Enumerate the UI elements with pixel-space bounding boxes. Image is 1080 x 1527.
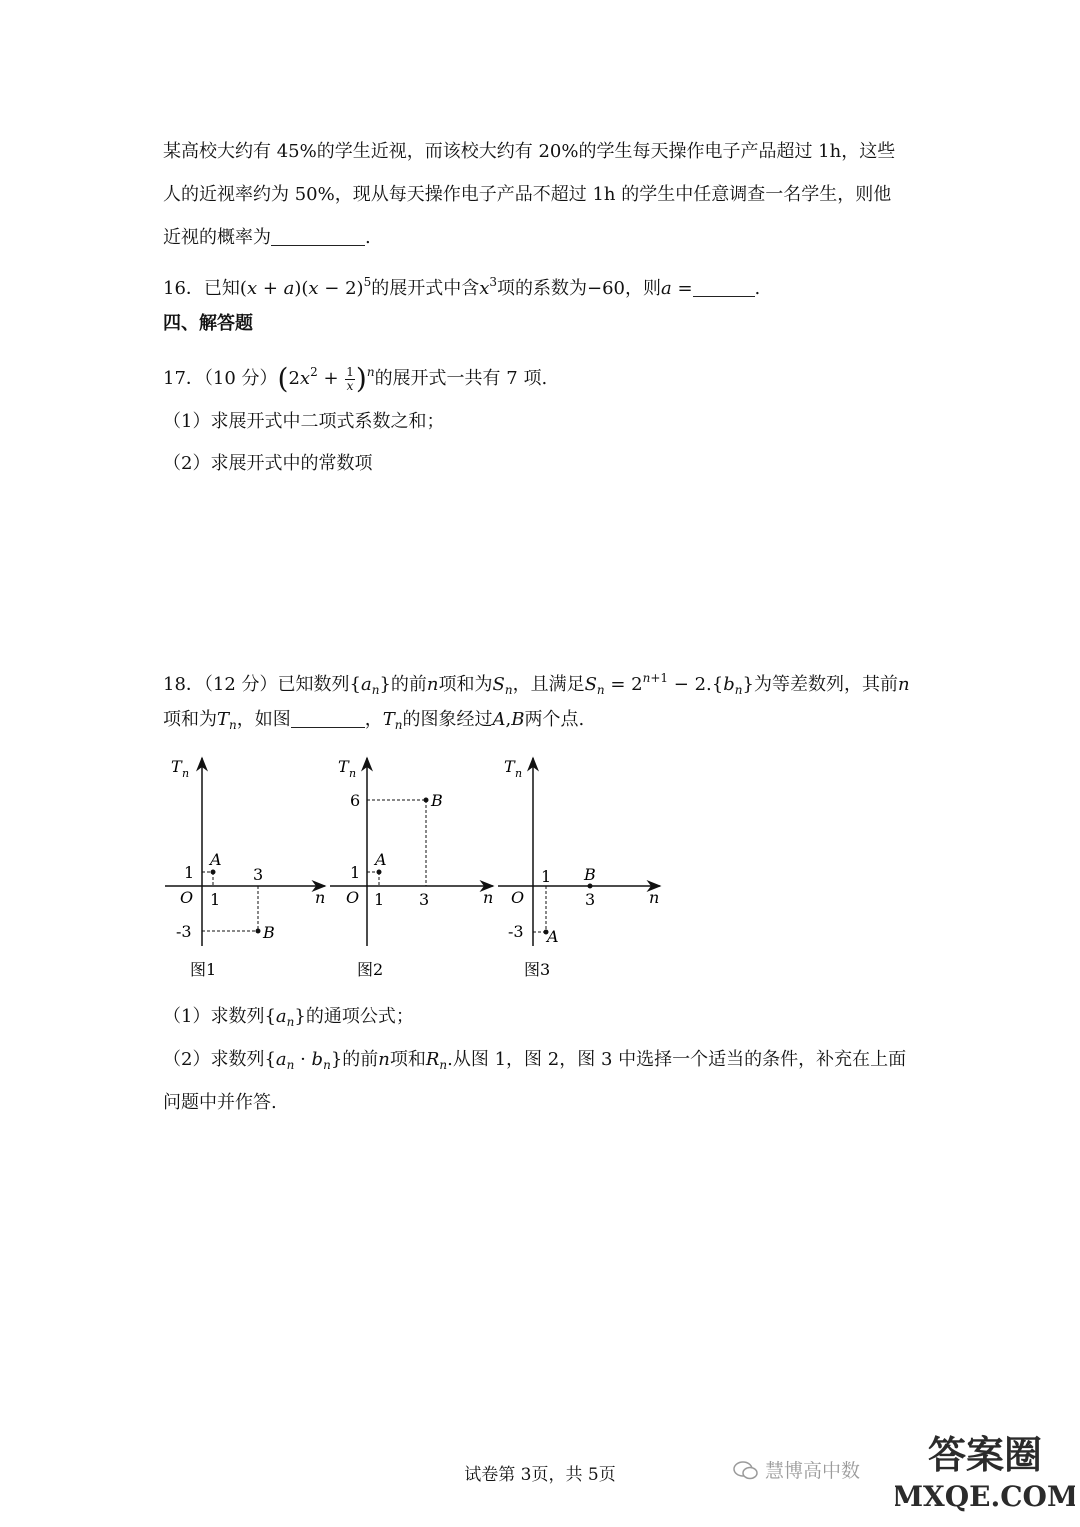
tick-label: 1 [541, 867, 552, 886]
svg-text:MXQE.COM: MXQE.COM [895, 1480, 1075, 1513]
tick-label: 6 [350, 791, 361, 810]
svg-text:答案圈: 答案圈 [927, 1432, 1043, 1477]
svg-text:n: n [515, 767, 523, 780]
tick-label: 3 [253, 865, 264, 884]
x-axis-label: n [483, 888, 494, 907]
q18-line-2: 项和为$T_n$，如图 ，$T_n$的图象经过A,B两个点. [163, 709, 585, 732]
origin-label: O [180, 888, 194, 907]
x-axis-label: n [649, 888, 660, 907]
origin-label: O [511, 888, 525, 907]
figure-3 [498, 757, 660, 979]
point-b [424, 798, 429, 803]
y-axis-label: T [171, 757, 182, 776]
q18-part-1: （1）求数列$\{a_n\}$的通项公式； [163, 1006, 414, 1029]
tick-label: 1 [374, 890, 385, 909]
q15-line-2: 人的近视率约为 50%，现从每天操作电子产品不超过 1h 的学生中任意调查一名学生，则他 [163, 184, 892, 205]
answer-blank [291, 709, 365, 728]
q17-part-1: （1）求展开式中二项式系数之和； [163, 411, 445, 432]
q17: 17．（10 分）($2x^2$ + $\frac{1}{x}$ )$^n$的展开式一共有 7 项. [163, 362, 548, 395]
y-axis-label: T [504, 757, 515, 776]
q18-line-1: 18．（12 分）已知数列$\{a_n\}$的前n项和为$S_n$，且满足$S_n = 2^{n+1} - 2.\{b_n\}$为等差数列，其前n [163, 671, 910, 697]
section-heading: 四、解答题 [163, 313, 253, 334]
tick-label: -3 [508, 922, 524, 941]
tick-label: 1 [350, 863, 361, 882]
point-label: A [210, 850, 222, 869]
q18-part-2: （2）求数列$\{a_n \cdot b_n\}$的前n项和$R_n$.从图 1，图 2，图 3 中选择一个适当的条件，补充在上面 [163, 1049, 907, 1072]
watermark: 慧博高中数 [733, 1456, 860, 1483]
page-footer: 试卷第 3页，共 5页 [464, 1465, 616, 1485]
point-label: B [263, 923, 275, 942]
svg-text:n: n [349, 767, 357, 780]
tick-label: 1 [210, 890, 221, 909]
point-label: A [375, 850, 387, 869]
point-label: A [547, 927, 559, 946]
point-label: B [431, 791, 443, 810]
tick-label: 1 [184, 863, 195, 882]
answer-blank [271, 227, 365, 246]
watermark-logo [895, 1418, 1075, 1518]
point-b [588, 884, 593, 889]
figures [160, 748, 700, 988]
figure-2 [330, 757, 493, 979]
q15-line-3: 近视的概率为 . [163, 227, 371, 248]
wechat-icon [733, 1460, 759, 1480]
figure-caption: 图3 [524, 960, 551, 979]
point-a [211, 870, 216, 875]
figure-caption: 图1 [190, 960, 217, 979]
figure-1 [165, 757, 325, 979]
q17-part-2: （2）求展开式中的常数项 [163, 453, 373, 474]
point-a [377, 870, 382, 875]
q18-part-2-line-2: 问题中并作答. [163, 1092, 277, 1113]
point-label: B [584, 865, 596, 884]
tick-label: -3 [176, 922, 192, 941]
origin-label: O [346, 888, 360, 907]
svg-text:n: n [182, 767, 190, 780]
point-b [256, 929, 261, 934]
q15-line-1: 某高校大约有 45%的学生近视，而该校大约有 20%的学生每天操作电子产品超过 1h，这些 [163, 141, 896, 162]
answer-blank [693, 278, 755, 297]
tick-label: 3 [585, 890, 596, 909]
tick-label: 3 [419, 890, 430, 909]
figure-caption: 图2 [357, 960, 384, 979]
y-axis-label: T [338, 757, 349, 776]
x-axis-label: n [315, 888, 326, 907]
q16: 16．已知$(x + a)(x - 2)^5$的展开式中含$x^3$项的系数为−60，则a = . [163, 275, 761, 299]
